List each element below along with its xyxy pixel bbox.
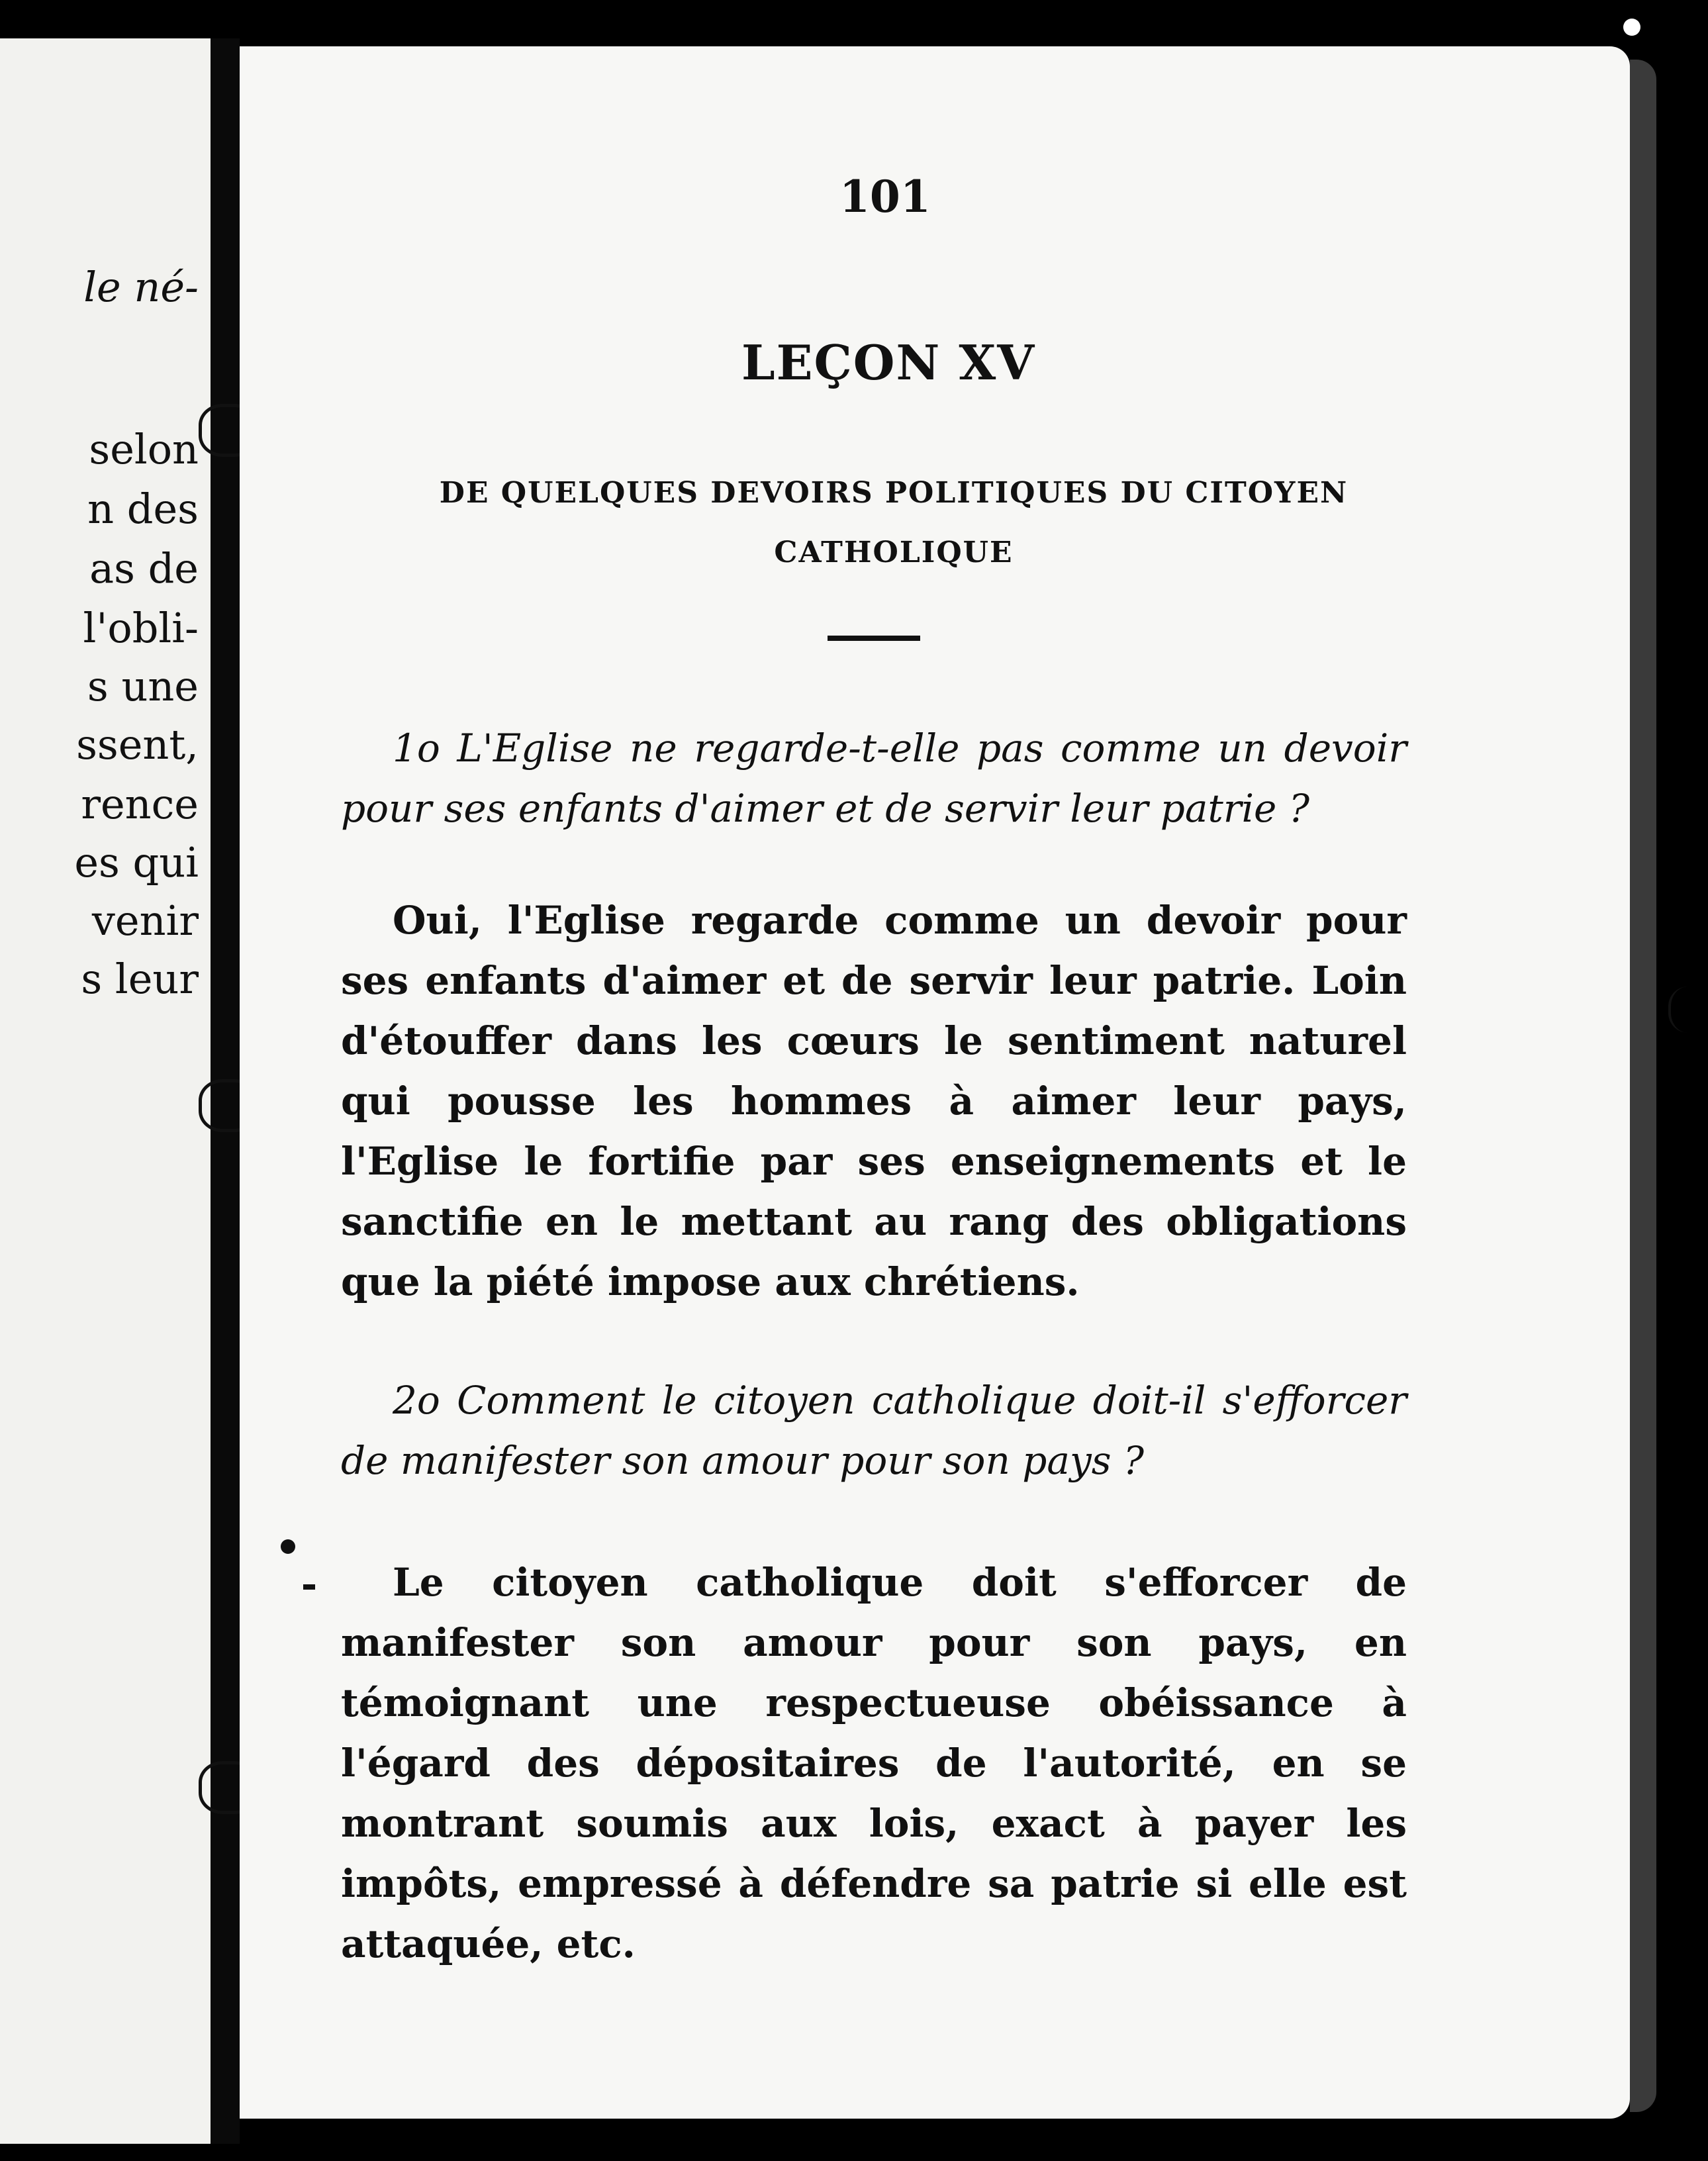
subtitle-line: CATHOLIQUE bbox=[774, 536, 1014, 569]
facing-line: rence bbox=[81, 780, 199, 828]
question-2: 2o Comment le citoyen catholique doit-il s'efforcer de manifester son amour pour son pays ? bbox=[341, 1378, 1407, 1483]
answer-2: Le citoyen catholique doit s'efforcer de manifester son amour pour son pays, en témoignant une respectueuse obéissance à l'égard des dépositaires de l'autorité, en se montrant soumis aux lois, exact à payer les impôts, empressé à défendre sa patrie si elle est attaquée, etc. bbox=[341, 1560, 1407, 1966]
ink-dot bbox=[281, 1539, 295, 1554]
facing-line: s leur bbox=[81, 955, 199, 1003]
ink-mark bbox=[303, 1584, 315, 1590]
facing-line: es qui bbox=[74, 838, 199, 887]
facing-line: venir bbox=[91, 896, 199, 945]
facing-line: n des bbox=[87, 485, 199, 533]
lesson-subtitle bbox=[397, 463, 1390, 583]
facing-line: s une bbox=[87, 662, 199, 710]
subtitle-line: DE QUELQUES DEVOIRS POLITIQUES DU CITOYEN bbox=[439, 476, 1349, 510]
lesson-title: LEÇON XV bbox=[741, 334, 1036, 391]
facing-page bbox=[0, 38, 211, 2144]
answer-1: Oui, l'Eglise regarde comme un devoir pour ses enfants d'aimer et de servir leur patrie. Loin d'étouffer dans les cœurs le sentiment naturel qui pousse les hommes à aimer leur pays, l'Eglise le fortifie par ses enseignements et le sanctifie en le mettant au rang des obligations que la piété impose aux chrétiens. bbox=[341, 898, 1407, 1304]
edge-mark bbox=[1668, 986, 1697, 1033]
facing-line: le né- bbox=[83, 263, 199, 311]
facing-line: selon bbox=[89, 425, 199, 473]
corner-mark bbox=[1623, 19, 1640, 36]
question-1: 1o L'Eglise ne regarde-t-elle pas comme un devoir pour ses enfants d'aimer et de servir leur patrie ? bbox=[341, 726, 1407, 831]
facing-line: as de bbox=[89, 544, 199, 593]
page-number: 101 bbox=[839, 171, 931, 222]
facing-line: l'obli- bbox=[83, 604, 199, 652]
section-rule bbox=[828, 636, 920, 641]
page-edge bbox=[1630, 60, 1656, 2112]
facing-line: ssent, bbox=[76, 720, 199, 769]
